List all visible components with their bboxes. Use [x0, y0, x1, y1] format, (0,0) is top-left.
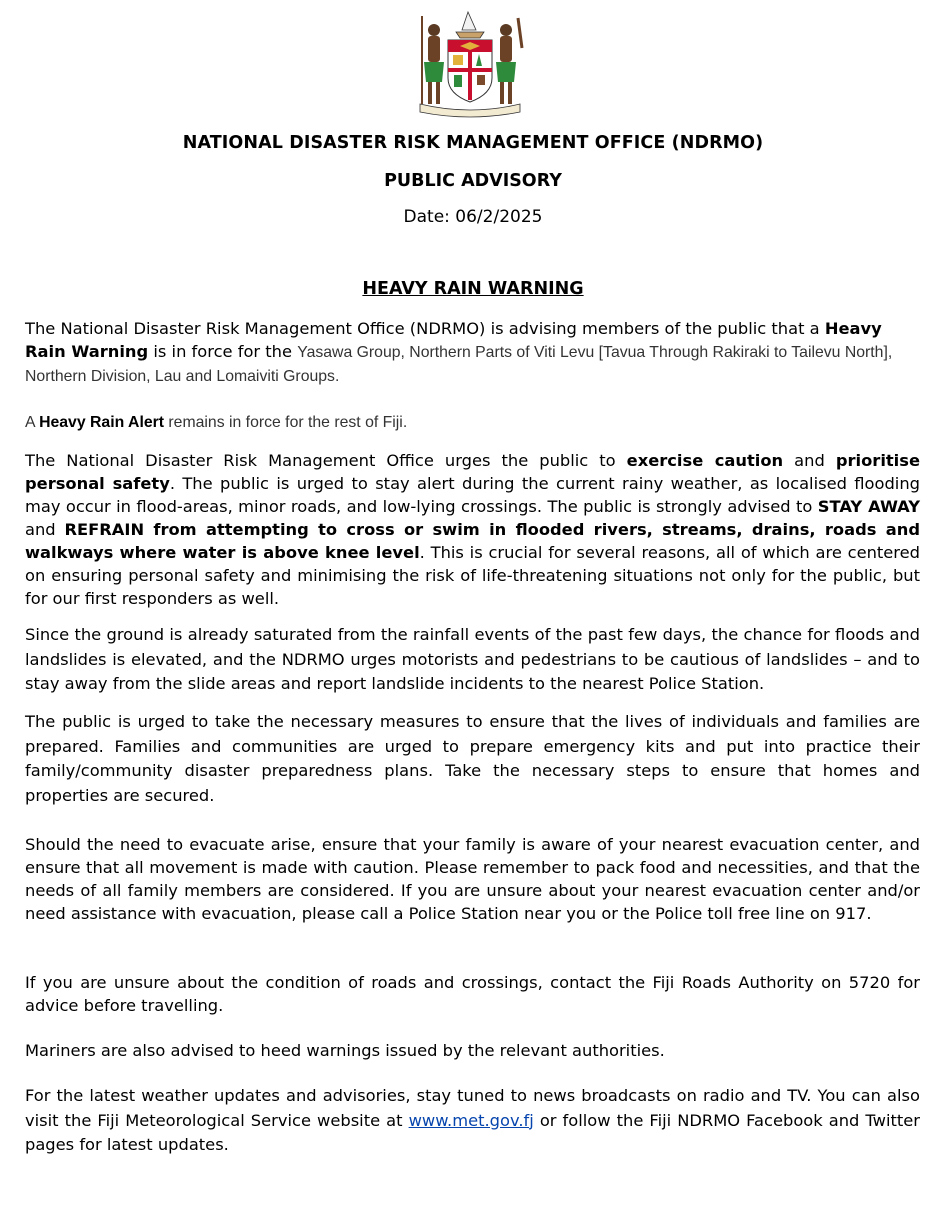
- p1-text: is in force for the: [148, 342, 298, 361]
- p1-emphasis: Heavy Rain Warning: [25, 319, 882, 361]
- p1-text: The National Disaster Risk Management Office (NDRMO) is advising members of the public that a: [25, 319, 825, 338]
- updates-paragraph: [25, 1084, 920, 1158]
- fiji-coat-of-arms-icon: [412, 8, 528, 118]
- p3-text: . The public is urged to stay alert during the current rainy weather, as localised flooding may occur in flood-areas, minor roads, and low-lying crossings. The public is strongly advised to: [25, 474, 920, 516]
- roads-paragraph: If you are unsure about the condition of roads and crossings, contact the Fiji Roads Authority on 5720 for advice before travelling.: [25, 973, 920, 1015]
- preparedness-paragraph: The public is urged to take the necessary measures to ensure that the lives of individuals and families are prepared. Families and communities are urged to prepare emergency kits and put into practice their family/community disaster preparedness plans. Take the necessary steps to ensure that homes and properties are secured.: [25, 712, 920, 805]
- safety-paragraph: [25, 449, 920, 610]
- warning-paragraph: [25, 317, 920, 388]
- p2-text: A: [25, 414, 40, 431]
- p9-text: or follow the Fiji NDRMO Facebook and Twitter pages for latest updates.: [25, 1110, 920, 1154]
- p9-text: For the latest weather updates and advisories, stay tuned to news broadcasts on radio and TV. You can also visit the Fiji Meteorological Service website at: [25, 1086, 920, 1130]
- p3-emphasis: exercise caution: [626, 451, 784, 470]
- p3-text: and: [25, 520, 65, 539]
- p1-areas: Yasawa Group, Northern Parts of Viti Levu [Tavua Through Rakiraki to Tailevu North], Northern Division, Lau and Lomaiviti Groups.: [25, 344, 893, 385]
- organization-name: NATIONAL DISASTER RISK MANAGEMENT OFFICE (NDRMO): [182, 133, 764, 153]
- evacuation-paragraph: Should the need to evacuate arise, ensure that your family is aware of your nearest evacuation center, and ensure that all movement is made with caution. Please remember to pack food and necessities, and that the needs of all family members are considered. If you are unsure about your nearest evacuation center and/or need assistance with evacuation, please call a Police Station near you or the Police toll free line on 917.: [25, 835, 920, 923]
- document-type: PUBLIC ADVISORY: [384, 171, 562, 191]
- p3-text: . This is crucial for several reasons, all of which are centered on ensuring personal safety and minimising the risk of life-threatening situations not only for the public, but for our first responders as well.: [25, 543, 920, 608]
- mariners-paragraph: Mariners are also advised to heed warnings issued by the relevant authorities.: [25, 1041, 665, 1060]
- p3-emphasis: prioritise personal safety: [25, 451, 921, 493]
- p2-emphasis: Heavy Rain Alert: [39, 414, 165, 431]
- p3-text: The National Disaster Risk Management Office urges the public to: [25, 451, 627, 470]
- landslide-paragraph: Since the ground is already saturated from the rainfall events of the past few days, the chance for floods and landslides is elevated, and the NDRMO urges motorists and pedestrians to be cautious of landslides – and to stay away from the slide areas and report landslide incidents to the nearest Police Station.: [25, 625, 920, 693]
- met-service-link[interactable]: www.met.gov.fj: [408, 1110, 534, 1130]
- p2-text: remains in force for the rest of Fiji.: [164, 414, 408, 431]
- p3-emphasis: STAY AWAY: [817, 497, 920, 516]
- alert-paragraph: [25, 411, 920, 434]
- p3-text: and: [783, 451, 836, 470]
- warning-title: HEAVY RAIN WARNING: [362, 279, 584, 299]
- p3-emphasis: REFRAIN from attempting to cross or swim in flooded rivers, streams, drains, roads and walkways where water is above knee level: [25, 520, 920, 562]
- advisory-date: Date: 06/2/2025: [403, 207, 543, 227]
